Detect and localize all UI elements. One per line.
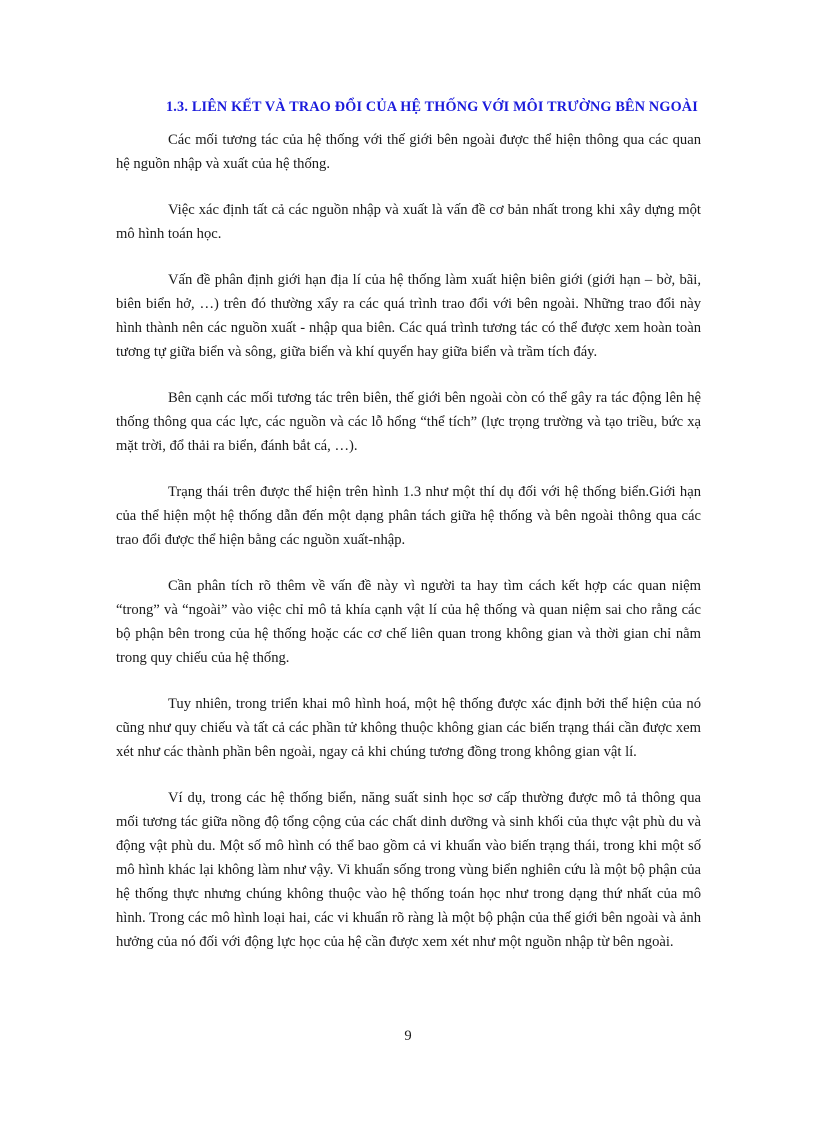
paragraph-1: Các mối tương tác của hệ thống với thế giới bên ngoài được thể hiện thông qua các quan hệ nguồn nhập và xuất của hệ thống. [116,132,701,172]
page-number: 9 [404,1028,412,1044]
paragraph-6: Cần phân tích rõ thêm về vấn đề này vì người ta hay tìm cách kết hợp các quan niệm “trong” và “ngoài” vào việc chỉ mô tả khía cạnh vật lí của hệ thống và quan niệm sai cho rằng các bộ phận bên trong của hệ thống hoặc các cơ chế liên quan trong không gian và thời gian chỉ nằm trong quy chiếu của hệ thống. [116,578,701,666]
paragraph-3: Vấn đề phân định giới hạn địa lí của hệ thống làm xuất hiện biên giới (giới hạn – bờ, bãi, biên biển hở, …) trên đó thường xẩy ra các quá trình trao đổi với bên ngoài. Những trao đổi này hình thành nên các nguồn xuất - nhập qua biên. Các quá trình tương tác có thể được xem hoàn toàn tương tự giữa biển và sông, giữa biển và khí quyển hay giữa biển và trầm tích đáy. [116,272,701,360]
document-page [116,96,701,954]
section-heading: 1.3. LIÊN KẾT VÀ TRAO ĐỔI CỦA HỆ THỐNG VỚI MÔI TRƯỜNG BÊN NGOÀI [166,99,698,115]
paragraph-7: Tuy nhiên, trong triển khai mô hình hoá, một hệ thống được xác định bởi thể hiện của nó cũng như quy chiếu và tất cả các phần tử không thuộc không gian các biến trạng thái cần được xem xét như các thành phần bên ngoài, ngay cả khi chúng tương đồng trong không gian vật lí. [116,696,701,760]
paragraph-4: Bên cạnh các mối tương tác trên biên, thế giới bên ngoài còn có thể gây ra tác động lên hệ thống thông qua các lực, các nguồn và các lỗ hổng “thể tích” (lực trọng trường và tạo triều, bức xạ mặt trời, đổ thải ra biển, đánh bắt cá, …). [116,390,701,454]
paragraph-8: Ví dụ, trong các hệ thống biển, năng suất sinh học sơ cấp thường được mô tả thông qua mối tương tác giữa nồng độ tổng cộng của các chất dinh dưỡng và sinh khối của thực vật phù du và động vật phù du. Một số mô hình có thể bao gồm cả vi khuẩn vào biến trạng thái, trong khi một số mô hình khác lại không làm như vậy. Vi khuẩn sống trong vùng biển nghiên cứu là một bộ phận của hệ thống thực nhưng chúng không thuộc vào hệ thống toán học như trong dạng thứ nhất của mô hình. Trong các mô hình loại hai, các vi khuẩn rõ ràng là một bộ phận của thế giới bên ngoài và ảnh hưởng của nó đối với động lực học của hệ cần được xem xét như một nguồn nhập từ bên ngoài. [116,790,701,950]
paragraph-5: Trạng thái trên được thể hiện trên hình 1.3 như một thí dụ đối với hệ thống biển.Giới hạn của thể hiện một hệ thống dẫn đến một dạng phân tách giữa hệ thống và bên ngoài thông qua các trao đổi được thể hiện bằng các nguồn xuất-nhập. [116,484,701,548]
paragraph-2: Việc xác định tất cả các nguồn nhập và xuất là vấn đề cơ bản nhất trong khi xây dựng một mô hình toán học. [116,202,701,242]
